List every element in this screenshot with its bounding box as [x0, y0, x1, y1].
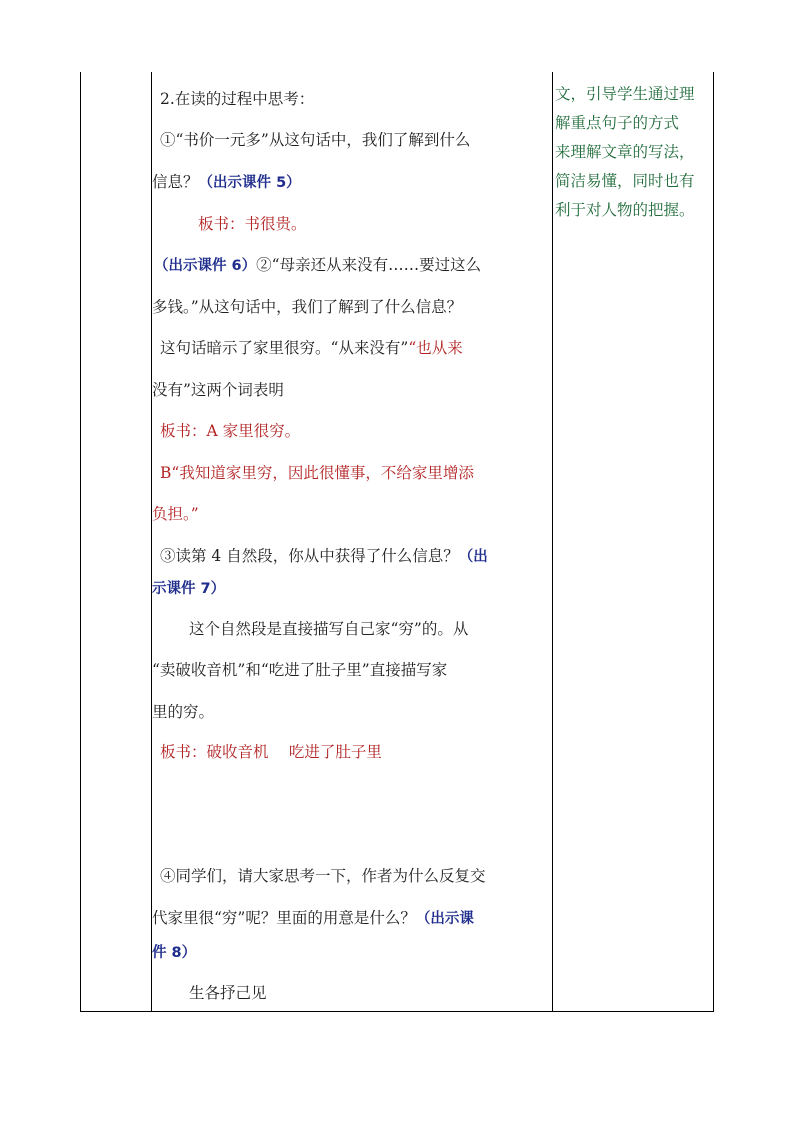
text-line: [154, 255, 481, 276]
text-line: 2.在读的过程中思考：: [160, 90, 315, 108]
text-line: [160, 546, 488, 567]
text-segment: 这句话暗示了家里很穷。“从来没有”: [160, 339, 409, 357]
intent-line: 利于对人物的把握。: [555, 201, 695, 219]
column-divider-2: [552, 72, 553, 1012]
lesson-table: [80, 72, 714, 1012]
text-line: [152, 908, 474, 929]
text-line: ④同学们，请大家思考一下，作者为什么反复交: [160, 867, 486, 885]
board-writing: 板书：破收音机 吃进了肚子里: [160, 743, 382, 761]
board-writing: 板书：书很贵。: [198, 215, 307, 233]
courseware-ref: 示课件 7）: [152, 581, 226, 597]
text-segment: ②“母亲还从来没有……要过这么: [256, 256, 482, 274]
text-line: “卖破收音机”和“吃进了肚子里”直接描写家: [152, 661, 448, 679]
board-writing: B“我知道家里穷，因此很懂事，不给家里增添: [160, 464, 474, 482]
text-line: 没有”这两个词表明: [152, 381, 284, 399]
courseware-ref: （出: [458, 549, 488, 565]
board-writing: 板书：A 家里很穷。: [160, 422, 301, 440]
text-line: [160, 338, 463, 358]
intent-line: 来理解文章的写法，: [555, 143, 695, 161]
text-line: ①“书价一元多”从这句话中，我们了解到什么: [160, 131, 471, 149]
table-border-left: [80, 72, 81, 1012]
text-line: 生各抒己见: [189, 984, 267, 1002]
text-segment: 代家里很“穷”呢？里面的用意是什么？: [152, 909, 416, 927]
courseware-ref: （出示课件 6）: [154, 258, 257, 274]
text-segment: ③读第 4 自然段，你从中获得了什么信息？: [160, 547, 459, 565]
text-line: 这个自然段是直接描写自己家“穷”的。从: [189, 620, 469, 638]
intent-line: 解重点句子的方式: [555, 114, 680, 132]
intent-line: 简洁易懂，同时也有: [555, 172, 695, 190]
courseware-ref: （出示课: [415, 911, 474, 927]
board-writing: 负担。”: [152, 505, 199, 523]
text-segment: 信息？: [152, 173, 199, 191]
courseware-ref: （出示课件 5）: [198, 175, 301, 191]
table-border-right: [713, 72, 714, 1012]
text-line: [152, 172, 301, 193]
text-line: 多钱。”从这句话中，我们了解到了什么信息？: [152, 298, 463, 316]
text-segment: “也从来: [408, 339, 463, 357]
text-line: 里的穷。: [152, 703, 215, 721]
courseware-ref: 件 8）: [152, 945, 197, 961]
intent-line: 文，引导学生通过理: [555, 85, 695, 103]
teaching-process-cell: [152, 72, 552, 1012]
